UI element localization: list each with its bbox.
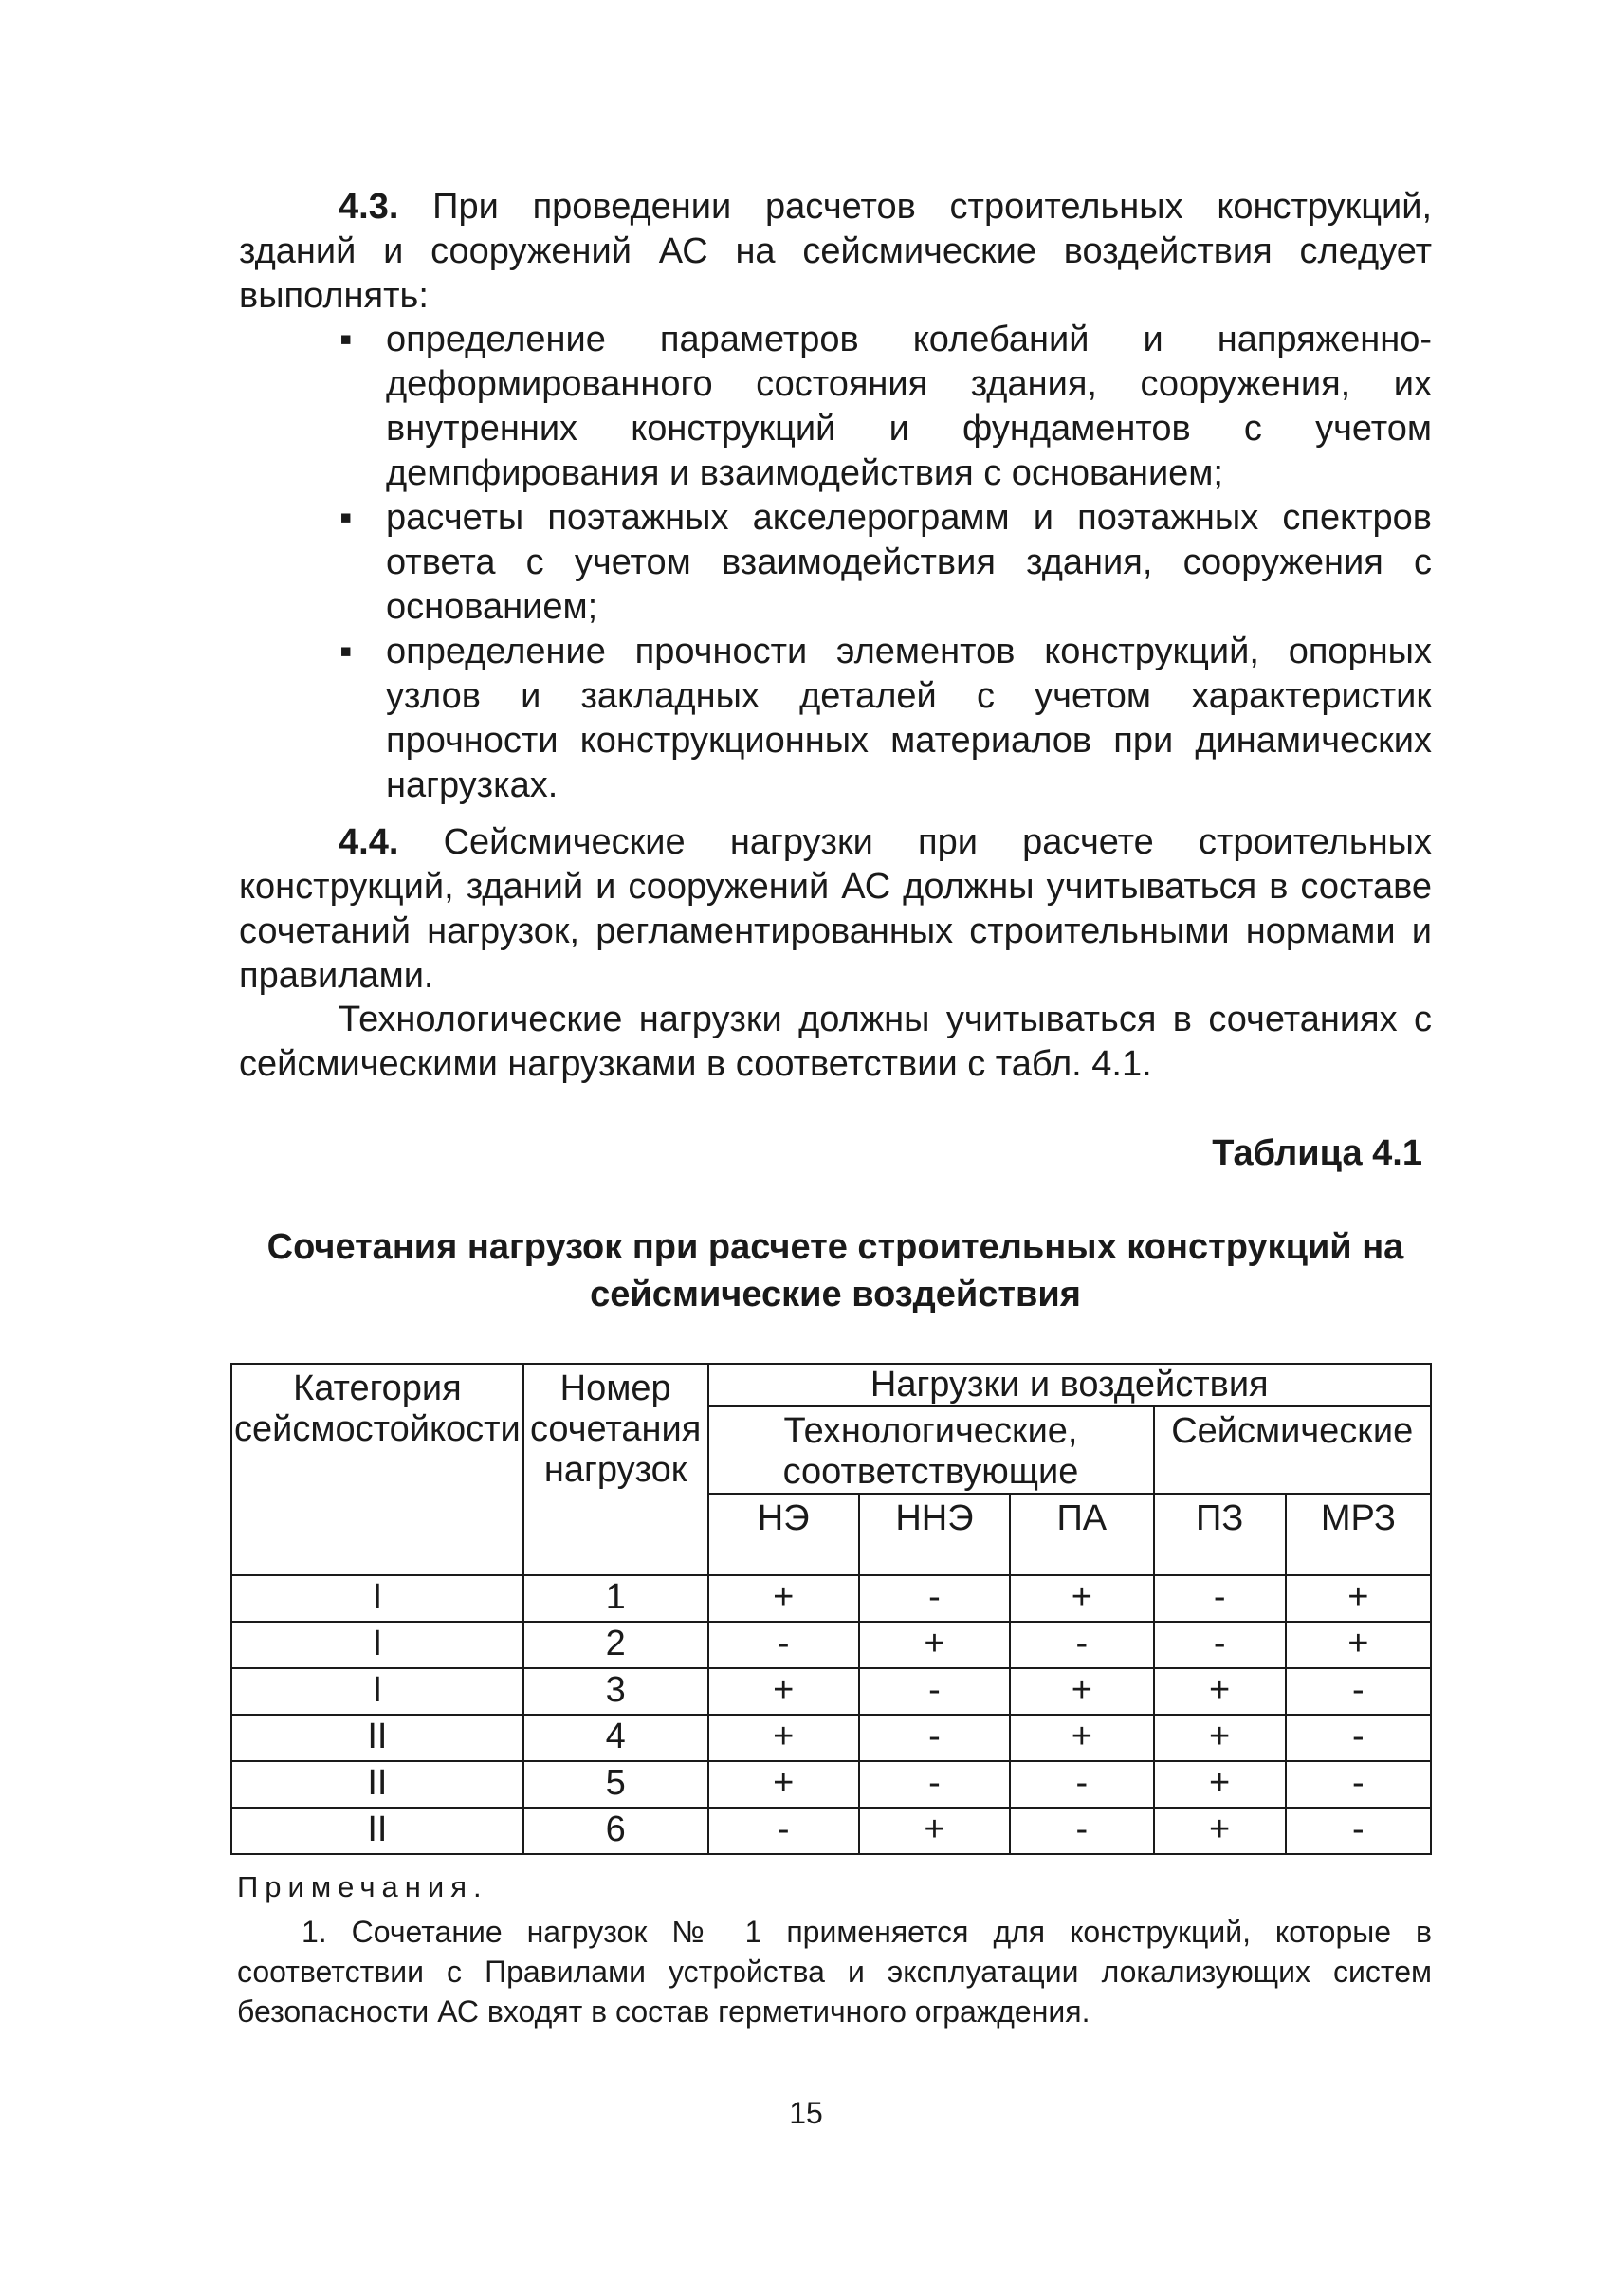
page-number: 15 — [789, 2096, 823, 2130]
table-row — [231, 1808, 1431, 1854]
table-number: Таблица 4.1 — [1212, 1133, 1422, 1173]
notes-heading: Примечания. — [237, 1870, 488, 1903]
cell-category: II — [231, 1808, 523, 1854]
cell-pz: + — [1154, 1808, 1286, 1854]
cell-ne: + — [708, 1575, 859, 1622]
bullet-marker: ▪ — [339, 632, 353, 671]
cell-pa: + — [1010, 1715, 1153, 1761]
cell-combo-number: 4 — [523, 1715, 708, 1761]
table-row — [231, 1668, 1431, 1715]
cell-pa: + — [1010, 1668, 1153, 1715]
cell-combo-number: 5 — [523, 1761, 708, 1808]
cell-pa: - — [1010, 1808, 1153, 1854]
cell-pz: + — [1154, 1668, 1286, 1715]
header-col-pa: ПА — [1010, 1494, 1153, 1575]
header-col-mrz: МРЗ — [1286, 1494, 1431, 1575]
cell-mrz: + — [1286, 1622, 1431, 1668]
header-category: Категория сейсмостойкости — [231, 1364, 523, 1575]
header-col-nne: ННЭ — [859, 1494, 1010, 1575]
cell-ne: - — [708, 1808, 859, 1854]
section-4-3-paragraph — [239, 185, 1432, 319]
table-row — [231, 1575, 1431, 1622]
cell-pa: - — [1010, 1761, 1153, 1808]
list-item — [239, 318, 1432, 496]
header-col-pz: ПЗ — [1154, 1494, 1286, 1575]
cell-mrz: - — [1286, 1761, 1431, 1808]
cell-pa: + — [1010, 1575, 1153, 1622]
header-col-ne: НЭ — [708, 1494, 859, 1575]
cell-combo-number: 6 — [523, 1808, 708, 1854]
list-item-text: определение прочности элементов конструкций, опорных узлов и закладных деталей с учетом характеристик прочности конструкционных материалов при динамических нагрузках. — [386, 632, 1432, 805]
table-title: Сочетания нагрузок при расчете строительных конструкций на сейсмические воздействия — [266, 1227, 1404, 1314]
table-row — [231, 1761, 1431, 1808]
section-4-3-text: При проведении расчетов строительных конструкций, зданий и сооружений АС на сейсмические воздействия следует выполнять: — [239, 187, 1433, 316]
cell-category: I — [231, 1622, 523, 1668]
cell-category: I — [231, 1575, 523, 1622]
load-combinations-table — [230, 1363, 1432, 1855]
cell-mrz: - — [1286, 1808, 1431, 1854]
cell-ne: + — [708, 1761, 859, 1808]
bullet-marker: ▪ — [339, 498, 353, 538]
section-4-4-text: Сейсмические нагрузки при расчете строительных конструкций, зданий и сооружений АС должны учитываться в составе сочетаний нагрузок, регламентированных строительными нормами и правилами. — [239, 822, 1432, 996]
list-item-text: расчеты поэтажных акселерограмм и поэтажных спектров ответа с учетом взаимодействия здания, сооружения с основанием; — [386, 498, 1432, 627]
note-item — [237, 1912, 1432, 2031]
cell-nne: - — [859, 1761, 1010, 1808]
header-combo-number: Номер сочетания нагрузок — [523, 1364, 708, 1575]
section-4-4-paragraph — [239, 820, 1432, 999]
cell-nne: + — [859, 1622, 1010, 1668]
section-4-3-number: 4.3. — [339, 187, 399, 227]
list-item — [239, 630, 1432, 808]
list-item — [239, 496, 1432, 630]
section-4-4-number: 4.4. — [339, 822, 399, 862]
technological-loads-paragraph — [239, 998, 1432, 1087]
header-technological: Технологические, соответствующие — [708, 1406, 1154, 1494]
list-item-text: определение параметров колебаний и напряженно-деформированного состояния здания, сооружения, их внутренних конструкций и фундаментов с учетом демпфирования и взаимодействия с основанием; — [386, 320, 1432, 493]
bullet-marker: ▪ — [339, 320, 353, 359]
cell-category: II — [231, 1715, 523, 1761]
cell-nne: + — [859, 1808, 1010, 1854]
technological-loads-text: Технологические нагрузки должны учитываться в сочетаниях с сейсмическими нагрузками в соответствии с табл. 4.1. — [239, 1000, 1432, 1084]
cell-category: I — [231, 1668, 523, 1715]
table-row — [231, 1715, 1431, 1761]
note-text: 1. Сочетание нагрузок № 1 применяется для конструкций, которые в соответствии с Правилами устройства и эксплуатации локализующих систем безопасности АС входят в состав герметичного ограждения. — [237, 1915, 1432, 2029]
cell-combo-number: 2 — [523, 1622, 708, 1668]
cell-pz: + — [1154, 1715, 1286, 1761]
cell-mrz: - — [1286, 1668, 1431, 1715]
cell-pz: + — [1154, 1761, 1286, 1808]
cell-ne: - — [708, 1622, 859, 1668]
cell-nne: - — [859, 1575, 1010, 1622]
cell-ne: + — [708, 1715, 859, 1761]
cell-combo-number: 1 — [523, 1575, 708, 1622]
cell-pz: - — [1154, 1575, 1286, 1622]
table-header-row — [231, 1364, 1431, 1406]
cell-combo-number: 3 — [523, 1668, 708, 1715]
table-row — [231, 1622, 1431, 1668]
cell-mrz: - — [1286, 1715, 1431, 1761]
cell-pz: - — [1154, 1622, 1286, 1668]
cell-nne: - — [859, 1715, 1010, 1761]
cell-ne: + — [708, 1668, 859, 1715]
header-seismic: Сейсмические — [1154, 1406, 1431, 1494]
cell-category: II — [231, 1761, 523, 1808]
cell-pa: - — [1010, 1622, 1153, 1668]
cell-mrz: + — [1286, 1575, 1431, 1622]
cell-nne: - — [859, 1668, 1010, 1715]
requirements-list — [239, 318, 1432, 808]
header-loads: Нагрузки и воздействия — [708, 1364, 1431, 1406]
